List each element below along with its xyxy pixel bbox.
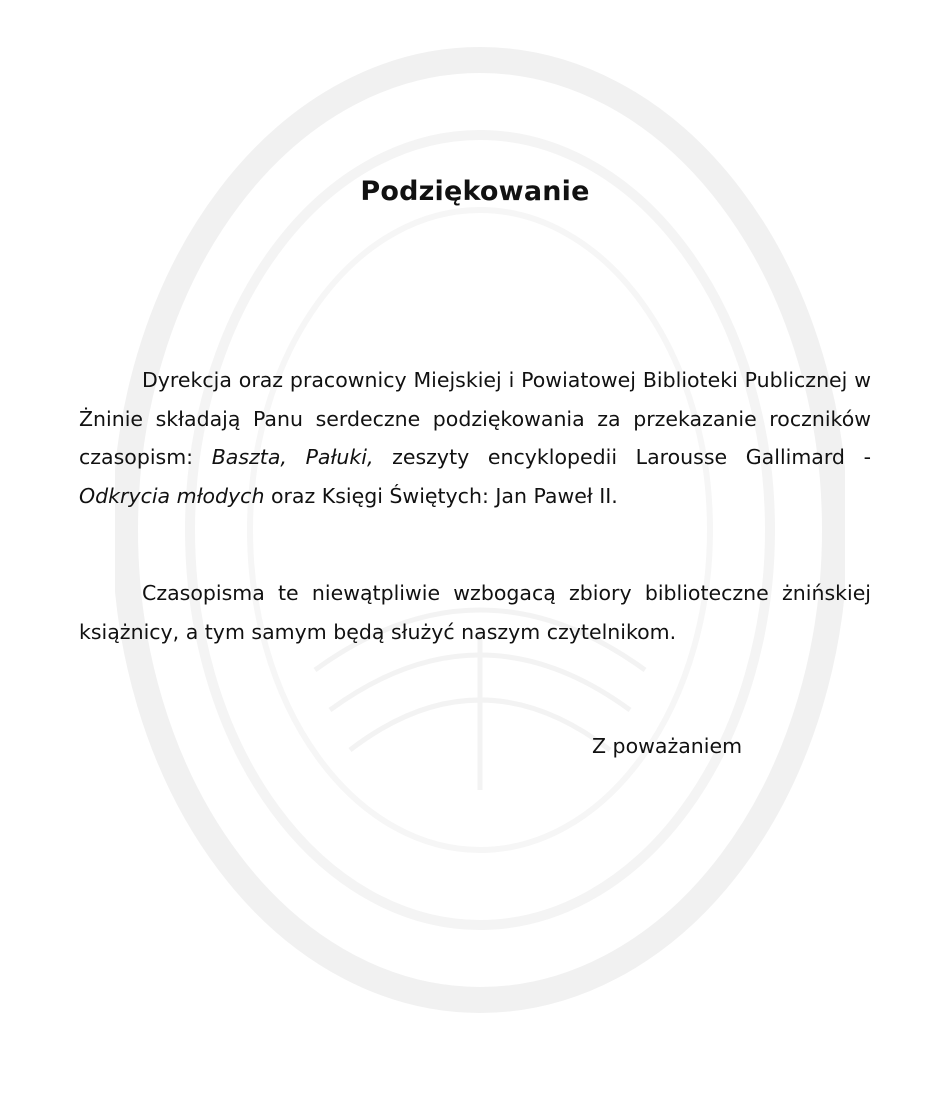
closing-signoff: Z poważaniem: [592, 734, 743, 758]
paragraph-thanks-part-1: Dyrekcja oraz pracownicy Miejskiej i Powiatowej Biblioteki Publicznej w Żninie składają Panu serdeczne podziękowania za przekazanie roczników czasopism:: [79, 368, 871, 469]
paragraph-thanks-part-3: oraz Księgi Świętych: Jan Paweł II.: [264, 483, 618, 508]
italic-encyclopedia-title: Odkrycia młodych: [79, 483, 265, 508]
italic-journal-titles: Baszta, Pałuki,: [211, 445, 374, 469]
paragraph-thanks-part-2: zeszyty encyklopedii Larousse Gallimard -: [373, 445, 871, 469]
paragraph-thanks: [79, 361, 871, 515]
page-title: Podziękowanie: [360, 176, 590, 207]
paragraph-enrichment: Czasopisma te niewątpliwie wzbogacą zbiory biblioteczne żnińskiej książnicy, a tym samym będą służyć naszym czytelnikom.: [79, 581, 871, 644]
